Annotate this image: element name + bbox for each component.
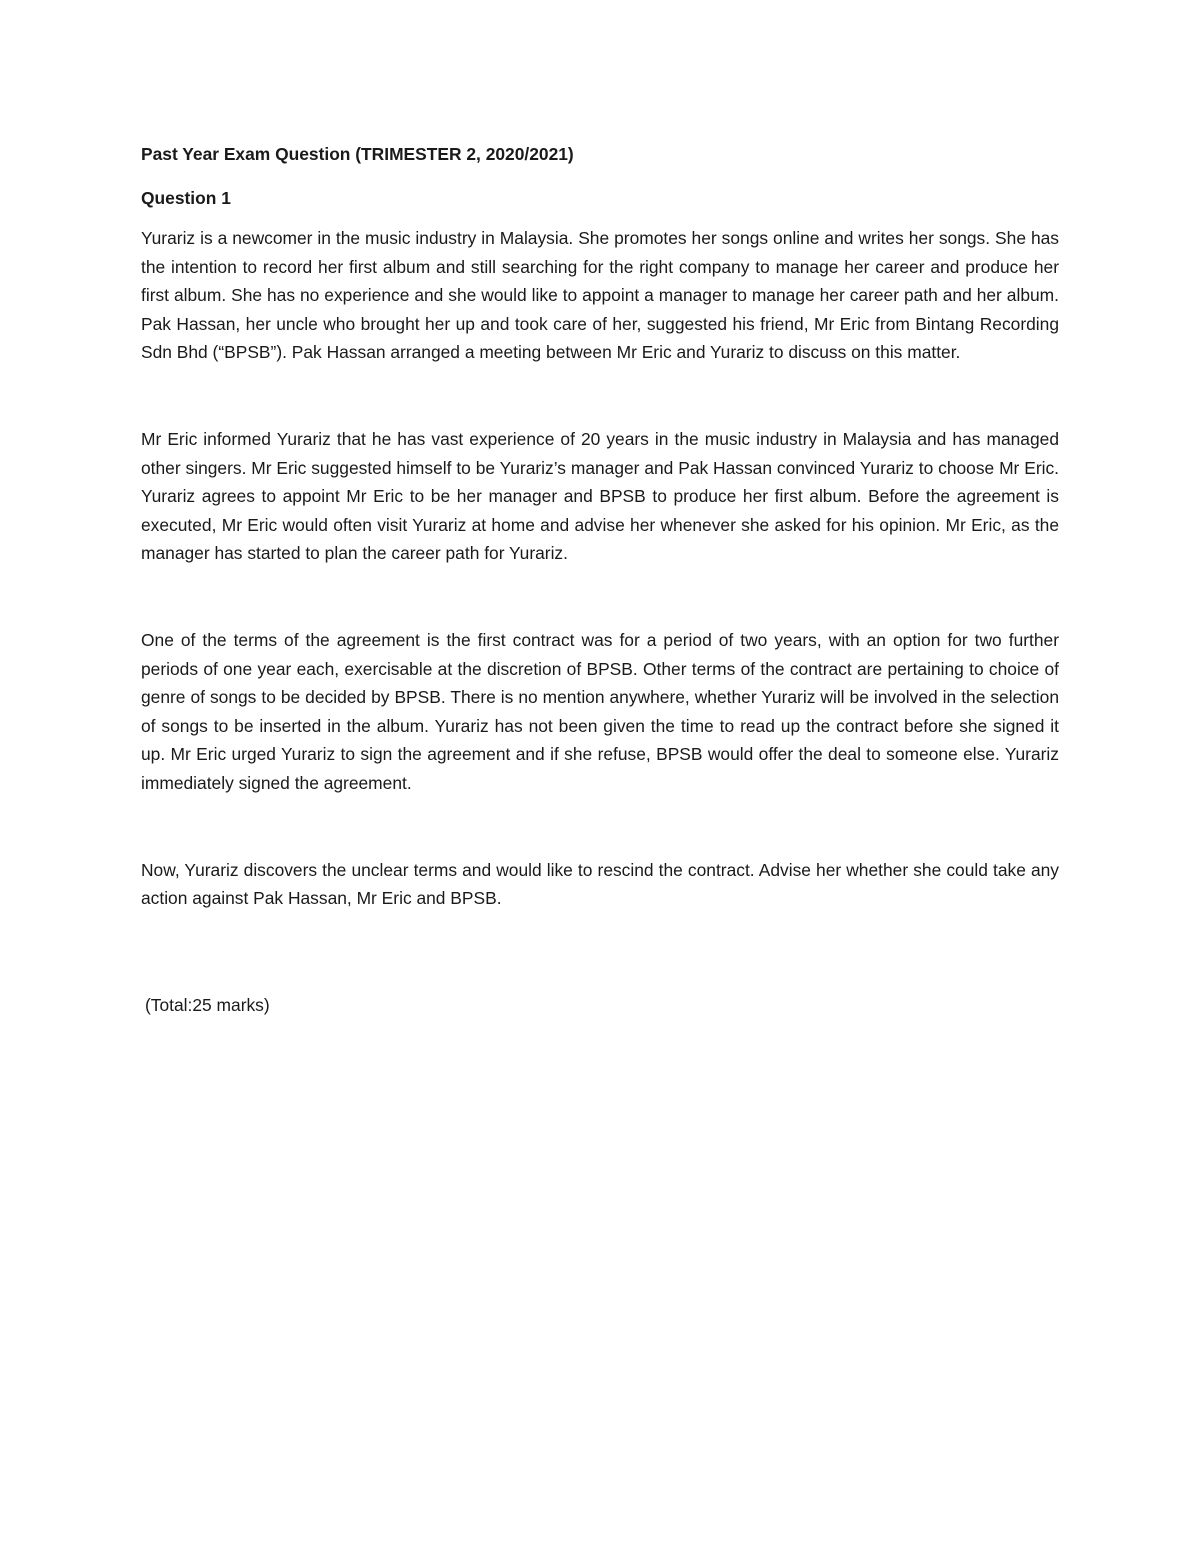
paragraph-3: One of the terms of the agreement is the first contract was for a period of two years, with an option for two further periods of one year each, exercisable at the discretion of BPSB. Other terms of the contract are pertaining to choice of genre of songs to be decided by BPSB. There is no mention anywhere, whether Yurariz will be involved in the selection of songs to be inserted in the album. Yurariz has not been given the time to read up the contract before she signed it up. Mr Eric urged Yurariz to sign the agreement and if she refuse, BPSB would offer the deal to someone else. Yurariz immediately signed the agreement. — [141, 629, 1059, 793]
paragraph-1: Yurariz is a newcomer in the music industry in Malaysia. She promotes her songs online and writes her songs. She has the intention to record her first album and still searching for the right company to manage her career and produce her first album. She has no experience and she would like to appoint a manager to manage her career path and her album. Pak Hassan, her uncle who brought her up and took care of her, suggested his friend, Mr Eric from Bintang Recording Sdn Bhd (“BPSB”). Pak Hassan arranged a meeting between Mr Eric and Yurariz to discuss on this matter. — [141, 228, 1059, 363]
document-body — [141, 138, 1059, 1019]
paragraph-4: Now, Yurariz discovers the unclear terms and would like to rescind the contract. Advise her whether she could take any action against Pak Hassan, Mr Eric and BPSB. — [141, 859, 1059, 909]
question-heading: Question 1 — [141, 188, 231, 208]
exam-title: Past Year Exam Question (TRIMESTER 2, 2020/2021) — [141, 144, 574, 164]
paragraph-2: Mr Eric informed Yurariz that he has vast experience of 20 years in the music industry in Malaysia and has managed other singers. Mr Eric suggested himself to be Yurariz’s manager and Pak Hassan convinced Yurariz to choose Mr Eric. Yurariz agrees to appoint Mr Eric to be her manager and BPSB to produce her first album. Before the agreement is executed, Mr Eric would often visit Yurariz at home and advise her whenever she asked for his opinion. Mr Eric, as the manager has started to plan the career path for Yurariz. — [141, 428, 1059, 564]
total-marks: (Total:25 marks) — [145, 994, 270, 1015]
